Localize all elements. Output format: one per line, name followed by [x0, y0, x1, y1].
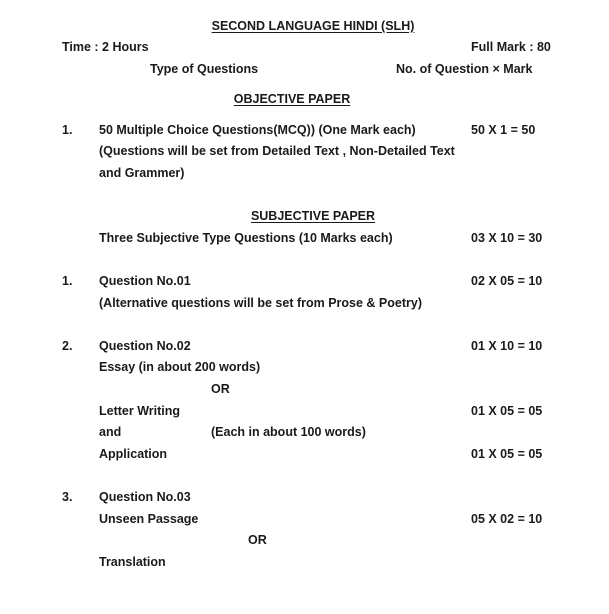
full-mark-label: Full Mark : 80 — [471, 40, 551, 54]
subjective-intro: Three Subjective Type Questions (10 Marks each) — [99, 231, 393, 245]
q3-number: 3. — [62, 490, 73, 504]
q2-letter: Letter Writing — [99, 404, 181, 418]
subjective-heading: SUBJECTIVE PAPER — [250, 209, 376, 223]
q2-number: 2. — [62, 339, 73, 353]
q2-title: Question No.02 — [99, 339, 191, 353]
q1-marks: 02 X 05 = 10 — [471, 274, 543, 288]
q1-number: 1. — [62, 274, 73, 288]
q2-letter-marks: 01 X 05 = 05 — [471, 404, 543, 418]
objective-line-3: and Grammer) — [99, 166, 185, 180]
q2-or: OR — [211, 382, 230, 396]
objective-number: 1. — [62, 123, 73, 137]
objective-line-2: (Questions will be set from Detailed Text , Non-Detailed Text — [99, 144, 455, 158]
q3-translation: Translation — [99, 555, 166, 569]
page-title: SECOND LANGUAGE HINDI (SLH) — [211, 19, 415, 33]
objective-heading: OBJECTIVE PAPER — [233, 92, 351, 106]
time-label: Time : 2 Hours — [62, 40, 149, 54]
q3-title: Question No.03 — [99, 490, 191, 504]
q3-passage-marks: 05 X 02 = 10 — [471, 512, 543, 526]
q2-and: and — [99, 425, 122, 439]
subjective-intro-marks: 03 X 10 = 30 — [471, 231, 543, 245]
q2-each-note: (Each in about 100 words) — [211, 425, 366, 439]
q2-essay-marks: 01 X 10 = 10 — [471, 339, 543, 353]
q1-note: (Alternative questions will be set from Prose & Poetry) — [99, 296, 422, 310]
objective-line-1: 50 Multiple Choice Questions(MCQ)) (One Mark each) — [99, 123, 416, 137]
column-header-marks: No. of Question × Mark — [396, 62, 533, 76]
q2-essay: Essay (in about 200 words) — [99, 360, 261, 374]
q2-application-marks: 01 X 05 = 05 — [471, 447, 543, 461]
column-header-type: Type of Questions — [150, 62, 259, 76]
q3-passage: Unseen Passage — [99, 512, 199, 526]
q1-title: Question No.01 — [99, 274, 191, 288]
objective-marks: 50 X 1 = 50 — [471, 123, 536, 137]
q2-application: Application — [99, 447, 168, 461]
q3-or: OR — [248, 533, 267, 547]
